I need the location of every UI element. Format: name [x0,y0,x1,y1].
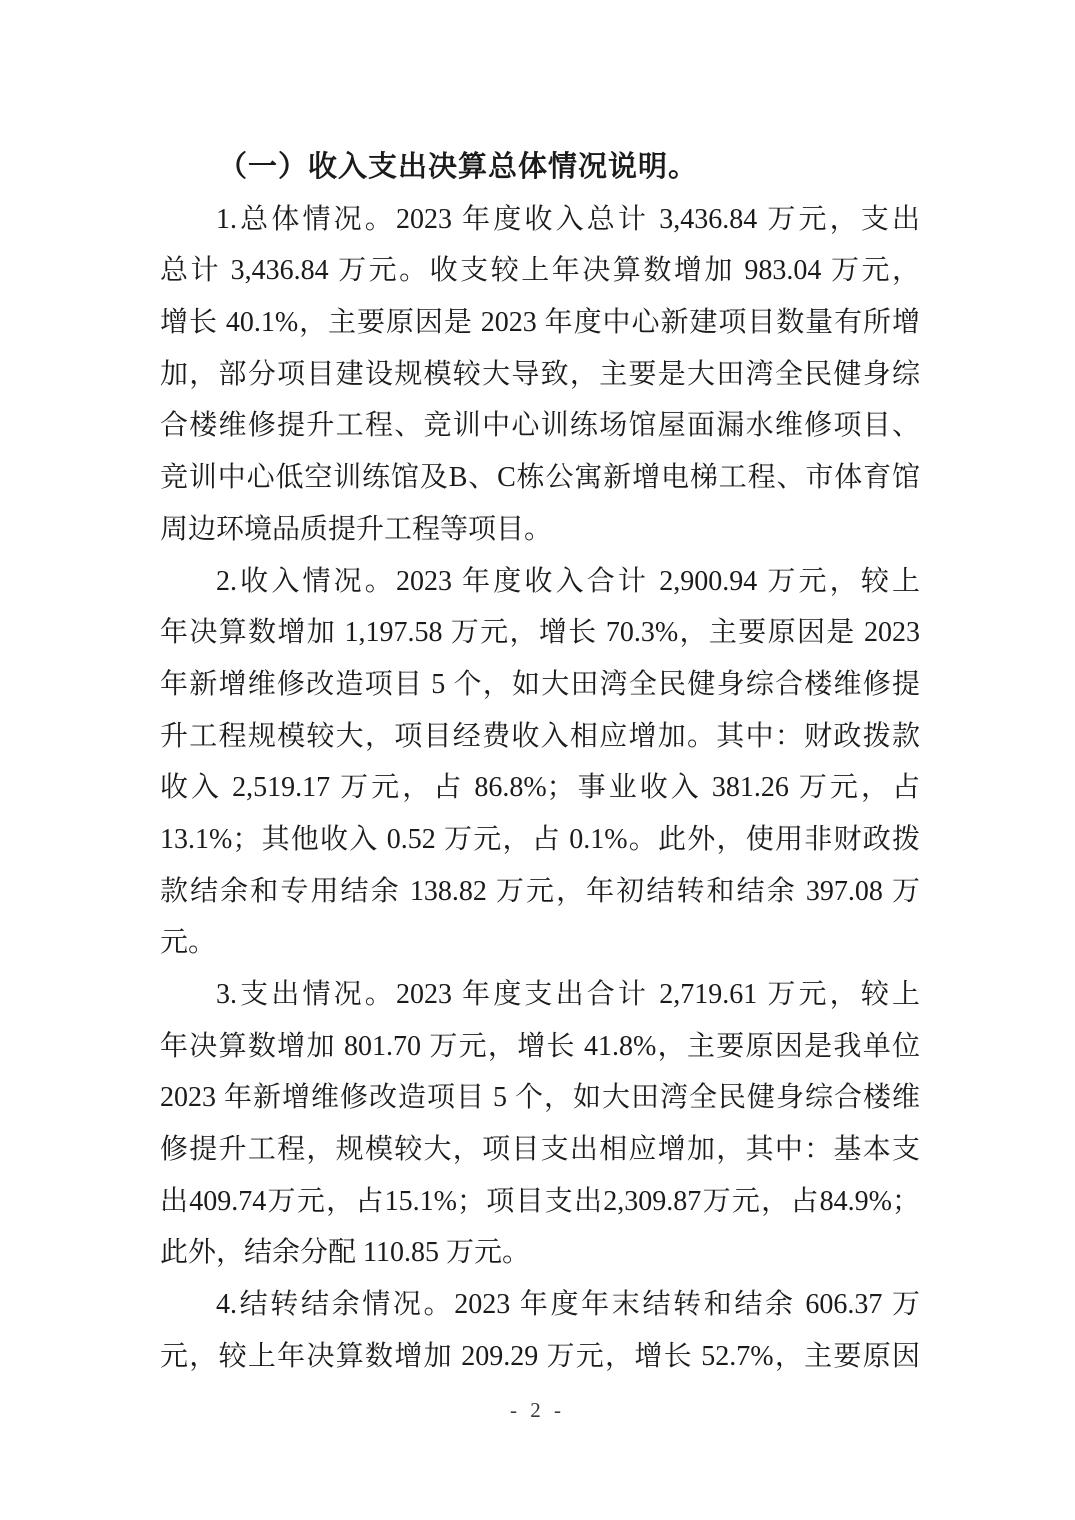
paragraph-line: 3.支出情况。2023 年度支出合计 2,719.61 万元，较上 [216,979,920,1010]
paragraph-line: 此外，结余分配 110.85 万元。 [160,1237,530,1269]
document-body [160,142,920,1383]
paragraph-line: 增长 40.1%，主要原因是 2023 年度中心新建项目数量有所增 [160,307,920,339]
page-number: - 2 - [510,1398,565,1422]
section-heading: （一）收入支出决算总体情况说明。 [218,151,699,183]
paragraph-line: 加，部分项目建设规模较大导致，主要是大田湾全民健身综 [160,358,920,390]
paragraph-line: 4.结转结余情况。2023 年度年末结转和结余 606.37 万 [216,1289,920,1321]
para-3-expenditure-situation [160,969,920,1279]
paragraph-line: 2023 年新增维修改造项目 5 个，如大田湾全民健身综合楼维 [160,1082,920,1114]
paragraph-line: 元，较上年决算数增加 209.29 万元，增长 52.7%，主要原因 [160,1340,920,1372]
paragraph-line: 周边环境品质提升工程等项目。 [160,513,553,545]
paragraph-line: 年决算数增加 801.70 万元，增长 41.8%，主要原因是我单位 [160,1030,920,1062]
paragraph-line: 元。 [160,927,217,959]
para-1-overall-situation [160,194,920,556]
paragraph-line: 升工程规模较大，项目经费收入相应增加。其中：财政拨款 [160,720,920,752]
paragraph-line: 款结余和专用结余 138.82 万元，年初结转和结余 397.08 万 [160,875,920,907]
paragraph-line: 总计 3,436.84 万元。收支较上年决算数增加 983.04 万元， [160,255,920,287]
paragraph-line: 年新增维修改造项目 5 个，如大田湾全民健身综合楼维修提 [160,668,920,700]
paragraph-line: 年决算数增加 1,197.58 万元，增长 70.3%，主要原因是 2023 [160,617,920,649]
paragraph-line: 出409.74万元，占15.1%；项目支出2,309.87万元，占84.9%； [160,1185,920,1217]
paragraph-line: 竞训中心低空训练馆及B、C栋公寓新增电梯工程、市体育馆 [160,462,920,494]
paragraph-line: 13.1%；其他收入 0.52 万元，占 0.1%。此外，使用非财政拨 [160,823,920,855]
para-4-carryover-balance [160,1279,920,1382]
paragraph-line: 修提升工程，规模较大，项目支出相应增加，其中：基本支 [160,1134,920,1166]
paragraph-line: 2.收入情况。2023 年度收入合计 2,900.94 万元，较上 [216,565,920,597]
paragraph-line: 1.总体情况。2023 年度收入总计 3,436.84 万元，支出 [216,203,920,235]
paragraph-line: 收入 2,519.17 万元，占 86.8%；事业收入 381.26 万元，占 [160,772,920,804]
para-2-income-situation [160,556,920,970]
paragraph-line: 合楼维修提升工程、竞训中心训练场馆屋面漏水维修项目、 [160,410,920,442]
